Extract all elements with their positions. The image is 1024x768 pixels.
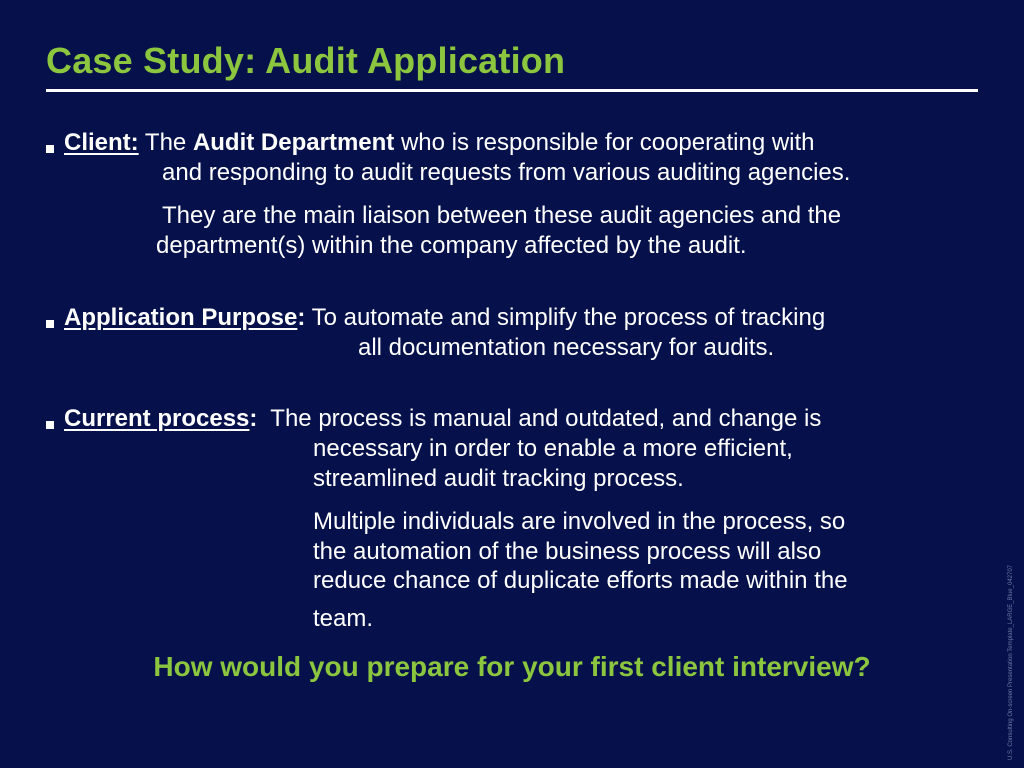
current-label: Current process bbox=[64, 405, 250, 432]
current-colon: : bbox=[249, 405, 258, 432]
client-para2-line-1: They are the main liaison between these audit agencies and the bbox=[162, 202, 842, 229]
client-line1-rest: who is responsible for cooperating with bbox=[400, 129, 815, 156]
purpose-colon: : bbox=[297, 304, 306, 331]
bullet-purpose-icon bbox=[46, 320, 54, 328]
template-footer: U.S. Consulting On-screen Presentation Template_LARGE_Blue_042707 bbox=[1008, 564, 1014, 760]
purpose-line-1 bbox=[64, 303, 825, 333]
client-intro: The bbox=[144, 129, 187, 156]
client-label: Client: bbox=[64, 129, 139, 156]
bullet-current-icon bbox=[46, 421, 54, 429]
client-line-1 bbox=[64, 128, 815, 158]
slide-title: Case Study: Audit Application bbox=[46, 40, 566, 81]
current-line-2: necessary in order to enable a more efficient, bbox=[313, 435, 793, 462]
title-divider bbox=[46, 89, 978, 92]
current-para2-line-3: reduce chance of duplicate efforts made within the bbox=[313, 567, 848, 594]
current-line-1 bbox=[64, 404, 821, 434]
client-line-2: and responding to audit requests from various auditing agencies. bbox=[162, 159, 851, 186]
purpose-line-2: all documentation necessary for audits. bbox=[358, 334, 775, 361]
closing-question: How would you prepare for your first client interview? bbox=[153, 651, 871, 682]
client-para2-line-2: department(s) within the company affected by the audit. bbox=[156, 232, 747, 259]
client-dept: Audit Department bbox=[192, 129, 395, 156]
current-para2-line-1: Multiple individuals are involved in the process, so bbox=[313, 508, 846, 535]
current-line-3: streamlined audit tracking process. bbox=[313, 465, 684, 492]
purpose-label: Application Purpose bbox=[64, 304, 298, 331]
current-para2-line-4: team. bbox=[313, 605, 374, 632]
current-para2-line-2: the automation of the business process will also bbox=[313, 538, 822, 565]
current-text-1: The process is manual and outdated, and change is bbox=[270, 405, 822, 432]
purpose-text-1: To automate and simplify the process of tracking bbox=[311, 304, 826, 331]
bullet-client-icon bbox=[46, 145, 54, 153]
